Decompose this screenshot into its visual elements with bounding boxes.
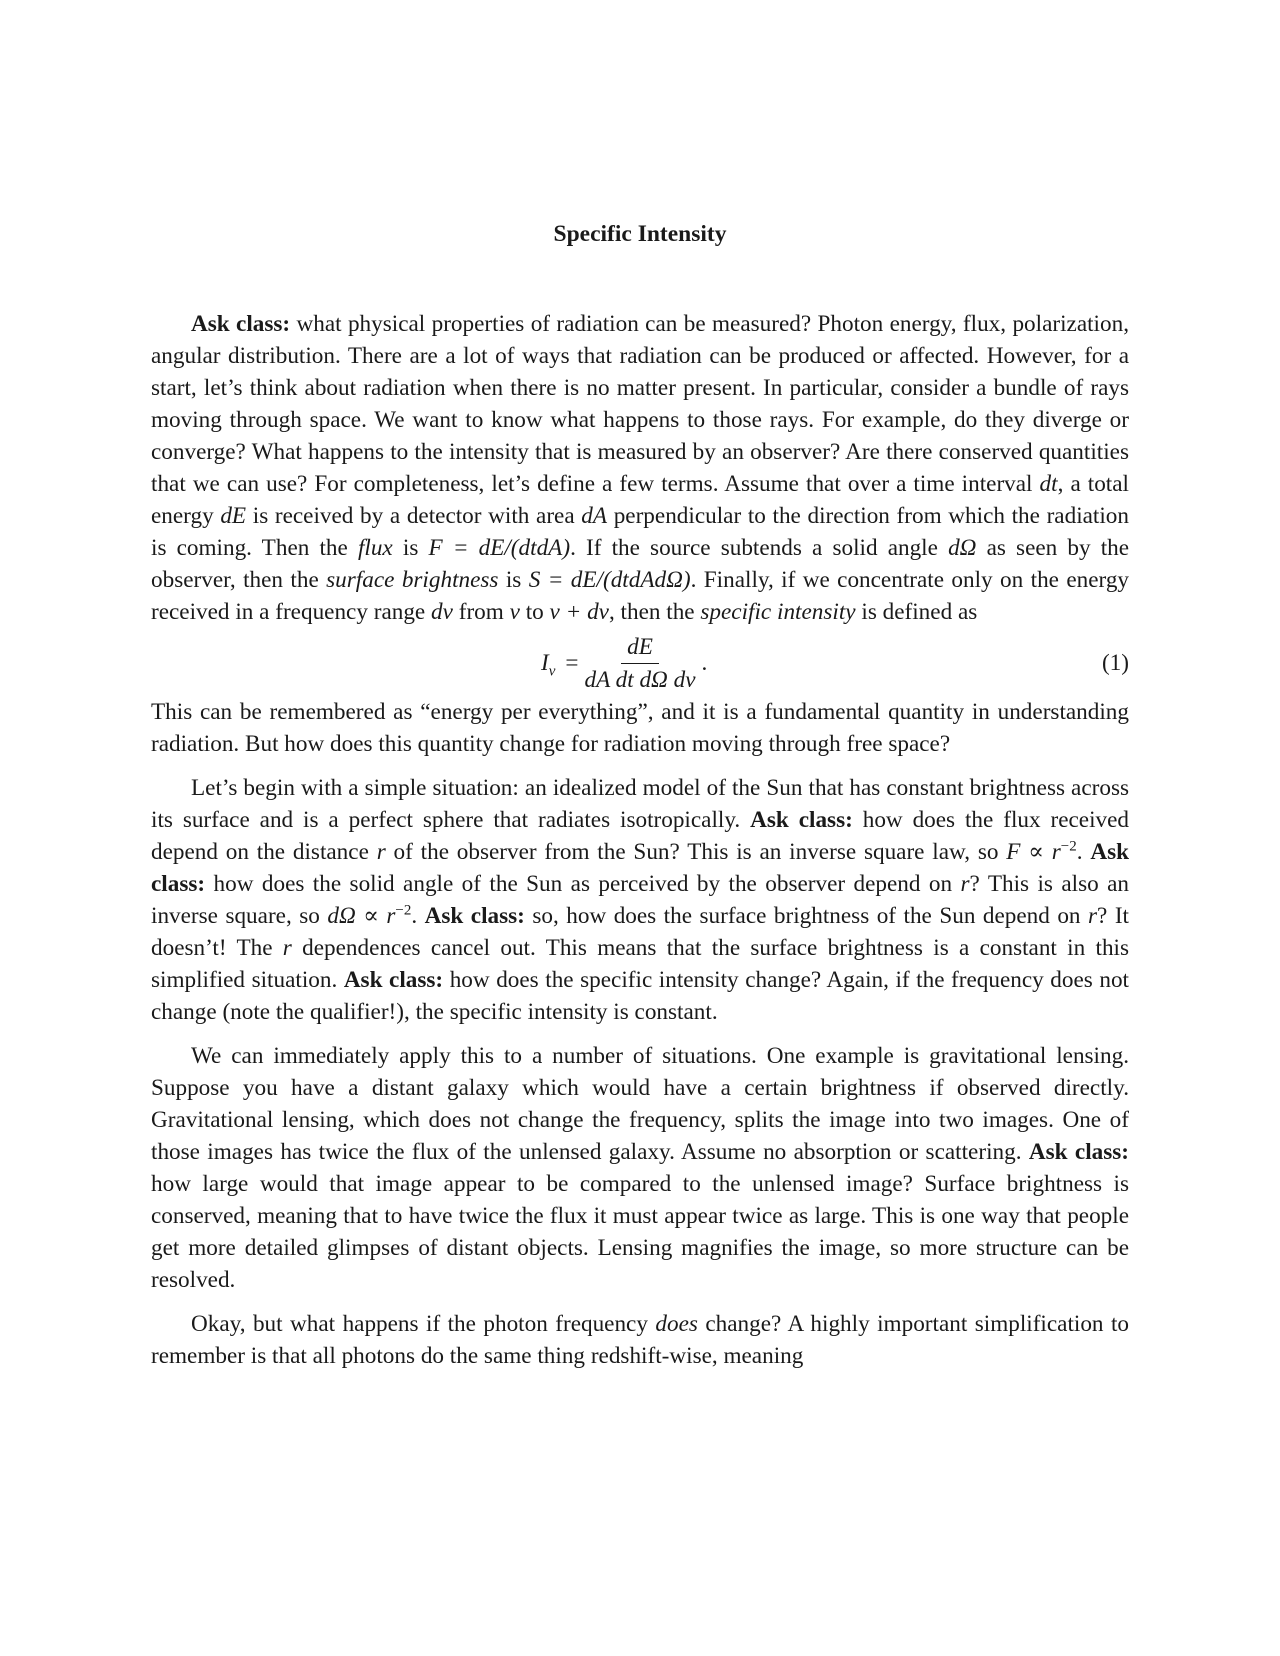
equation-period: .	[701, 650, 708, 676]
page-title: Specific Intensity	[553, 221, 727, 247]
equation-numerator: dE	[621, 633, 659, 664]
specific-intensity-term: specific intensity	[700, 599, 856, 625]
paragraph-3: Let’s begin with a simple situation: an idealized model of the Sun that has constant brightness across its surface and is a perfect sphere that radiates isotropically. Ask class: how does the flux received depend on the distance r of the observer from the Sun? This is an inverse square law, so $F \propto r^{-2}$. Ask class: how does the solid angle of the Sun as perceived by the observer depend on r? This is also an inverse square, so $d\Omega \propto r^{-2}$. Ask class: so, how does the surface brightness of the Sun depend on r? It doesn’t! The r dependences cancel out. This means that the surface brightness is a constant in this simplified situation. Ask class: how does the specific intensity change? Again, if the frequency does not change (note the qualifier!), the specific intensity is constant.	[151, 775, 1130, 1025]
equation-number: (1)	[1101, 650, 1129, 676]
paragraph-5: Okay, but what happens if the photon frequency does change? A highly important simplification to remember is that all photons do the same thing redshift-wise, meaning	[151, 1311, 1130, 1369]
equation-fraction	[584, 633, 695, 694]
flux-equation: F = dE/(dtdA)	[428, 535, 571, 561]
equation-1	[151, 630, 1129, 696]
document-page	[151, 218, 1129, 1372]
equation-denominator: dA dt dΩ dν	[584, 666, 696, 693]
paragraph-1: Ask class: what physical properties of radiation can be measured? Photon energy, flux, polarization, angular distribution. There are a lot of ways that radiation can be produced or affected. However, for a start, let’s think about radiation when there is no matter present. In particular, consider a bundle of rays moving through space. We want to know what happens to those rays. For example, do they diverge or converge? What happens to the intensity that is measured by an observer? Are there conserved quantities that we can use? For completeness, let’s define a few terms. Assume that over a time interval dt, a total energy dE is received by a detector with area dA perpendicular to the direction from which the radiation is coming. Then the flux is F = dE/(dtdA). If the source subtends a solid angle dΩ as seen by the observer, then the surface brightness is S = dE/(dtdAdΩ). Finally, if we concentrate only on the energy received in a frequency range dν from ν to ν + dν, then the specific intensity is defined as	[151, 311, 1130, 625]
equation-equals: =	[565, 650, 579, 676]
flux-term: flux	[357, 535, 393, 561]
paragraph-2: This can be remembered as “energy per everything”, and it is a fundamental quantity in understanding radiation. But how does this quantity change for radiation moving through free space?	[151, 699, 1129, 757]
paragraph-4: We can immediately apply this to a number of situations. One example is gravitational lensing. Suppose you have a distant galaxy which would have a certain brightness if observed directly. Gravitational lensing, which does not change the frequency, splits the image into two images. One of those images has twice the flux of the unlensed galaxy. Assume no absorption or scattering. Ask class: how large would that image appear to be compared to the unlensed image? Surface brightness is conserved, meaning that to have twice the flux it must appear twice as large. This is one way that people get more detailed glimpses of distant objects. Lensing magnifies the image, so more structure can be resolved.	[151, 1043, 1130, 1293]
equation-body	[541, 630, 707, 696]
surface-brightness-term: surface brightness	[326, 567, 499, 593]
ask-class-label: Ask class:	[191, 311, 291, 337]
equation-lhs: $I_\nu$	[541, 650, 556, 680]
surface-brightness-equation: S = dE/(dtdAdΩ)	[528, 567, 691, 593]
